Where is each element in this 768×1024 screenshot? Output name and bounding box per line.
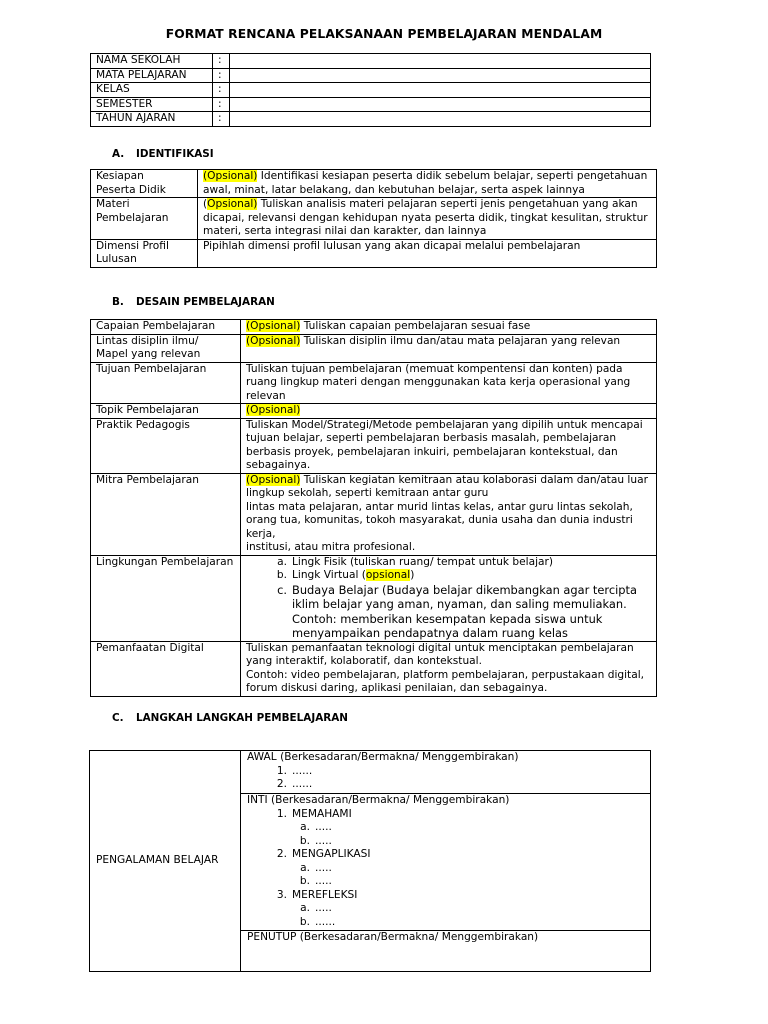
list-item [276,778,645,792]
mitra-paragraph-1 [246,474,651,501]
list-text: MENGAPLIKASI [292,848,371,860]
desain-row-capaian [91,320,657,335]
identity-row [91,97,651,112]
row-content: Tuliskan tujuan pembelajaran (memuat kompentensi dan konten) pada ruang lingkup materi dengan menggunakan kata kerja operasional yang relevan [241,362,657,404]
identity-label: NAMA SEKOLAH [91,54,213,69]
inti-cell [241,794,651,931]
identity-label: SEMESTER [91,97,213,112]
sub-list [292,902,645,929]
opsional-tag: Opsional) [207,198,258,210]
identity-row [91,83,651,98]
section-number: A. [112,148,125,160]
awal-heading: AWAL (Berkesadaran/Bermakna/ Menggembirakan) [247,751,519,763]
list-marker: 2. [276,848,287,860]
mitra-paragraph-3: institusi, atau mitra profesional. [246,541,416,553]
desain-row-mitra [91,473,657,555]
identifikasi-table [90,169,657,268]
sub-item [300,821,645,835]
row-content [241,555,657,641]
row-label: Pemanfaatan Digital [91,641,241,696]
row-label: Materi Pembelajaran [91,198,198,240]
opsional-tag: (Opsional) [203,170,258,182]
list-text: ...... [315,915,336,928]
sub-list [292,862,645,889]
mitra-paragraph-2: lintas mata pelajaran, antar murid lintas kelas, antar guru lintas sekolah, orang tua, komunitas, tokoh masyarakat, dunia usaha dan dunia industri kerja, [246,500,633,540]
list-item [276,569,651,583]
sub-list [292,821,645,848]
list-text: ...... [292,778,313,790]
identity-colon: : [213,112,230,127]
row-content [241,641,657,696]
list-marker: 1. [276,807,287,820]
opsional-tag: (Opsional) [246,334,301,347]
penutup-heading: PENUTUP (Berkesadaran/Bermakna/ Menggembirakan) [247,931,539,943]
row-text: Tuliskan analisis materi pelajaran seperti jenis pengetahuan yang akan dicapai, relevansi dengan kehidupan nyata peserta didik, tingkat kesulitan, struktur materi, serta integrasi nilai dan karakter, dan lainnya [203,198,648,237]
section-a-heading [112,148,214,160]
langkah-table [89,750,651,972]
list-text: MEREFLEKSI [292,888,358,901]
identifikasi-row [91,198,657,240]
section-b-heading [112,296,275,308]
identity-value[interactable] [230,54,651,69]
sub-item [299,915,645,930]
awal-cell [241,751,651,794]
sub-item [300,902,645,916]
section-title: LANGKAH LANGKAH PEMBELAJARAN [136,712,348,724]
list-marker: b. [299,915,310,928]
identity-row [91,54,651,69]
list-text: Budaya Belajar (Budaya belajar dikembangkan agar tercipta iklim belajar yang aman, nyaman, dan saling memuliakan. Contoh: memberikan kesempatan kepada siswa untuk menyampaikan pendapatnya dalam ruang kelas [292,582,637,640]
sub-item [299,834,645,849]
row-content [241,473,657,555]
list-text: ..... [315,902,332,914]
desain-table [90,319,657,697]
desain-row-lingkungan [91,555,657,641]
list-marker: a. [300,861,310,874]
row-text: Tuliskan kegiatan kemitraan atau kolaborasi dalam dan/atau luar lingkup sekolah, seperti kemitraan antar guru [246,473,648,499]
identity-row [91,68,651,83]
row-content [241,334,657,362]
identity-label: KELAS [91,83,213,98]
identity-colon: : [213,97,230,112]
page-title: FORMAT RENCANA PELAKSANAAN PEMBELAJARAN MENDALAM [165,27,603,41]
sub-item [299,875,645,889]
list-item [277,582,651,641]
desain-row-praktik [91,418,657,473]
row-content: Pipihlah dimensi profil lulusan yang akan dicapai melalui pembelajaran [198,239,657,267]
row-label: Praktik Pedagogis [91,418,241,473]
list-marker: 3. [276,888,287,901]
list-item [276,888,645,930]
row-content: Tuliskan Model/Strategi/Metode pembelajaran yang dipilih untuk mencapai tujuan belajar, seperti pembelajaran berbasis masalah, pembelajaran berbasis proyek, pembelajaran inkuiri, pembelajaran kontekstual, dan sebagainya. [241,418,657,473]
list-text: ..... [315,834,332,847]
list-marker: 1. [276,764,287,777]
identity-table [90,53,651,127]
list-marker: a. [300,902,310,914]
inti-heading: INTI (Berkesadaran/Bermakna/ Menggembirakan) [247,794,510,806]
identity-colon: : [213,68,230,83]
row-content [198,198,657,240]
row-label: Kesiapan Peserta Didik [91,170,198,198]
row-label: Lintas disiplin ilmu/ Mapel yang relevan [91,334,241,362]
list-marker: a. [277,555,287,568]
identity-value[interactable] [230,83,651,98]
identity-colon: : [213,83,230,98]
lingkungan-list [276,555,651,641]
identifikasi-row [91,239,657,267]
identity-colon: : [213,54,230,69]
list-item [276,848,645,889]
section-title: DESAIN PEMBELAJARAN [136,296,275,308]
identity-row [91,112,651,127]
desain-row-tujuan [91,362,657,404]
identifikasi-row [91,170,657,198]
opsional-tag: (Opsional) [246,473,301,486]
identity-value[interactable] [230,112,651,127]
list-marker: c. [277,582,287,597]
row-label: Dimensi Profil Lulusan [91,239,198,267]
row-content [198,170,657,198]
row-content [241,320,657,335]
section-number: B. [112,296,124,308]
row-label: Topik Pembelajaran [91,404,241,419]
pengalaman-belajar-label: PENGALAMAN BELAJAR [90,751,241,972]
list-item [276,764,645,779]
list-marker: 2. [276,778,287,790]
opsional-tag: (Opsional) [246,404,301,416]
identity-label: TAHUN AJARAN [91,112,213,127]
row-label: Lingkungan Pembelajaran [91,555,241,641]
identity-value[interactable] [230,97,651,112]
tag-prefix: ( [203,198,208,210]
list-item [276,807,645,849]
list-text: MEMAHAMI [292,807,352,820]
list-text: Lingk Virtual ( [292,569,366,581]
section-number: C. [112,712,124,724]
desain-row-digital [91,641,657,696]
identity-label: MATA PELAJARAN [91,68,213,83]
row-label: Tujuan Pembelajaran [91,362,241,404]
list-text: ...... [292,764,313,777]
inti-list [247,808,645,930]
list-text: Lingk Fisik (tuliskan ruang/ tempat untuk belajar) [292,555,554,568]
identity-value[interactable] [230,68,651,83]
list-text-end: ) [410,569,415,581]
opsional-tag: opsional [365,569,411,581]
row-text: Tuliskan disiplin ilmu dan/atau mata pelajaran yang relevan [300,334,621,347]
row-text: Tuliskan capaian pembelajaran sesuai fase [300,320,531,332]
list-marker: b. [299,834,310,847]
list-text: ..... [315,861,332,874]
langkah-row-awal [90,751,651,794]
list-marker: a. [300,821,310,833]
awal-list [247,765,645,792]
penutup-cell [241,931,651,972]
list-marker: b. [276,569,287,581]
opsional-tag: (Opsional) [246,320,301,332]
list-marker: b. [299,875,310,887]
digital-paragraph-2: Contoh: video pembelajaran, platform pembelajaran, perpustakaan digital, forum diskusi daring, aplikasi penilaian, dan sebagainya. [246,668,645,694]
section-title: IDENTIFIKASI [136,148,214,160]
list-text: ..... [315,875,332,887]
row-text: Identifikasi kesiapan peserta didik sebelum belajar, seperti pengetahuan awal, minat, latar belakang, dan kebutuhan belajar, serta aspek lainnya [203,170,648,196]
row-content [241,404,657,419]
desain-row-topik [91,404,657,419]
list-text: ..... [315,821,332,833]
list-item [277,555,651,570]
row-label: Mitra Pembelajaran [91,473,241,555]
section-c-heading [112,712,348,724]
desain-row-lintas [91,334,657,362]
row-label: Capaian Pembelajaran [91,320,241,335]
sub-item [300,861,645,876]
digital-paragraph-1: Tuliskan pemanfaatan teknologi digital untuk menciptakan pembelajaran yang interaktif, kolaboratif, dan kontekstual. [246,641,634,667]
